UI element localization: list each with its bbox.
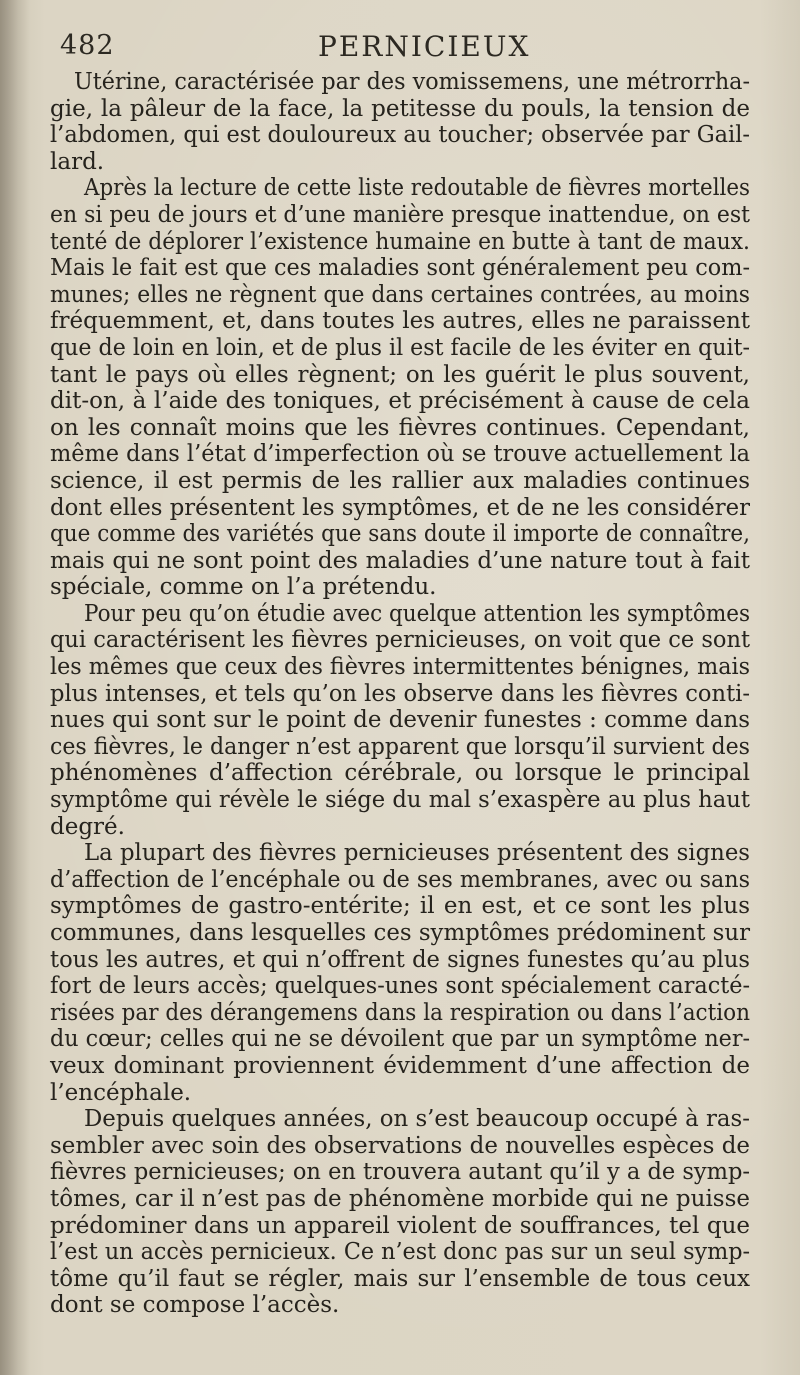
text-line: en si peu de jours et d’une manière presque inattendue, on est (50, 201, 750, 228)
text-line: risées par des dérangemens dans la respiration ou dans l’action (50, 999, 750, 1026)
text-line: Pour peu qu’on étudie avec quelque attention les symptômes (84, 600, 750, 627)
text-line: même dans l’état d’imperfection où se trouve actuellement la (50, 441, 750, 468)
text-line: tôme qu’il faut se régler, mais sur l’ensemble de tous ceux (50, 1265, 750, 1292)
text-line: dont se compose l’accès. (50, 1292, 340, 1319)
text-line: Utérine, caractérisée par des vomissemens, une métrorrha- (74, 69, 750, 95)
text-line: nues qui sont sur le point de devenir funestes : comme dans (50, 707, 750, 734)
text-line: l’est un accès pernicieux. Ce n’est donc pas sur un seul symp- (50, 1239, 750, 1266)
text-line: qui caractérisent les fièvres pernicieuses, on voit que ce sont (50, 627, 750, 654)
text-line: degré. (50, 813, 125, 840)
text-line: munes; elles ne règnent que dans certaines contrées, au moins (50, 281, 750, 308)
page-number: 482 (60, 30, 115, 61)
text-line: ces fièvres, le danger n’est apparent que lorsqu’il survient des (50, 733, 750, 760)
text-line: fièvres pernicieuses; on en trouvera autant qu’il y a de symp- (50, 1159, 750, 1186)
text-line: tenté de déplorer l’existence humaine en butte à tant de maux. (50, 228, 750, 255)
text-line: que comme des variétés que sans doute il importe de connaître, (50, 521, 750, 548)
text-line: on les connaît moins que les fièvres continues. Cependant, (50, 414, 750, 441)
text-line: lard. (50, 148, 105, 175)
text-line: dit-on, à l’aide des toniques, et précisément à cause de cela (50, 388, 750, 415)
text-line: l’abdomen, qui est douloureux au toucher; observée par Gail- (50, 122, 750, 149)
text-line: les mêmes que ceux des fièvres intermittentes bénignes, mais (50, 654, 750, 681)
text-line: dont elles présentent les symptômes, et de ne les considérer (50, 494, 750, 521)
text-line: l’encéphale. (50, 1079, 192, 1106)
text-line: que de loin en loin, et de plus il est facile de les éviter en quit- (50, 334, 750, 361)
page-header (60, 30, 740, 66)
text-line: d’affection de l’encéphale ou de ses membranes, avec ou sans (50, 866, 750, 893)
text-line: symptômes de gastro-entérite; il en est, et ce sont les plus (50, 893, 750, 920)
text-line: fréquemment, et, dans toutes les autres, elles ne paraissent (50, 308, 750, 335)
body-text (50, 69, 750, 1319)
text-line: Après la lecture de cette liste redoutable de fièvres mortelles (84, 175, 750, 202)
text-line: science, il est permis de les rallier aux maladies continues (50, 467, 750, 494)
text-line: spéciale, comme on l’a prétendu. (50, 574, 437, 601)
text-line: Mais le fait est que ces maladies sont généralement peu com- (50, 255, 750, 282)
text-line: prédominer dans un appareil violent de souffrances, tel que (50, 1212, 750, 1239)
text-line: tômes, car il n’est pas de phénomène morbide qui ne puisse (50, 1185, 750, 1212)
text-line: symptôme qui révèle le siége du mal s’exaspère au plus haut (50, 787, 750, 814)
text-line: veux dominant proviennent évidemment d’une affection de (50, 1052, 750, 1079)
text-line: du cœur; celles qui ne se dévoilent que par un symptôme ner- (50, 1026, 750, 1053)
running-title: PERNICIEUX (318, 30, 531, 63)
text-line: La plupart des fièvres pernicieuses présentent des signes (84, 840, 750, 867)
text-line: communes, dans lesquelles ces symptômes prédominent sur (50, 920, 750, 946)
text-line: sembler avec soin des observations de nouvelles espèces de (50, 1132, 750, 1159)
text-line: tous les autres, et qui n’offrent de signes funestes qu’au plus (50, 946, 750, 973)
page-edge-shadow (0, 0, 30, 1375)
text-line: fort de leurs accès; quelques-unes sont spécialement caracté- (50, 973, 750, 1000)
text-line: gie, la pâleur de la face, la petitesse du pouls, la tension de (50, 95, 750, 122)
text-line: tant le pays où elles règnent; on les guérit le plus souvent, (50, 361, 750, 388)
text-line: phénomènes d’affection cérébrale, ou lorsque le principal (50, 760, 750, 787)
text-line: mais qui ne sont point des maladies d’une nature tout à fait (50, 547, 750, 574)
text-line: plus intenses, et tels qu’on les observe dans les fièvres conti- (50, 680, 750, 707)
text-line: Depuis quelques années, on s’est beaucoup occupé à ras- (84, 1106, 750, 1133)
